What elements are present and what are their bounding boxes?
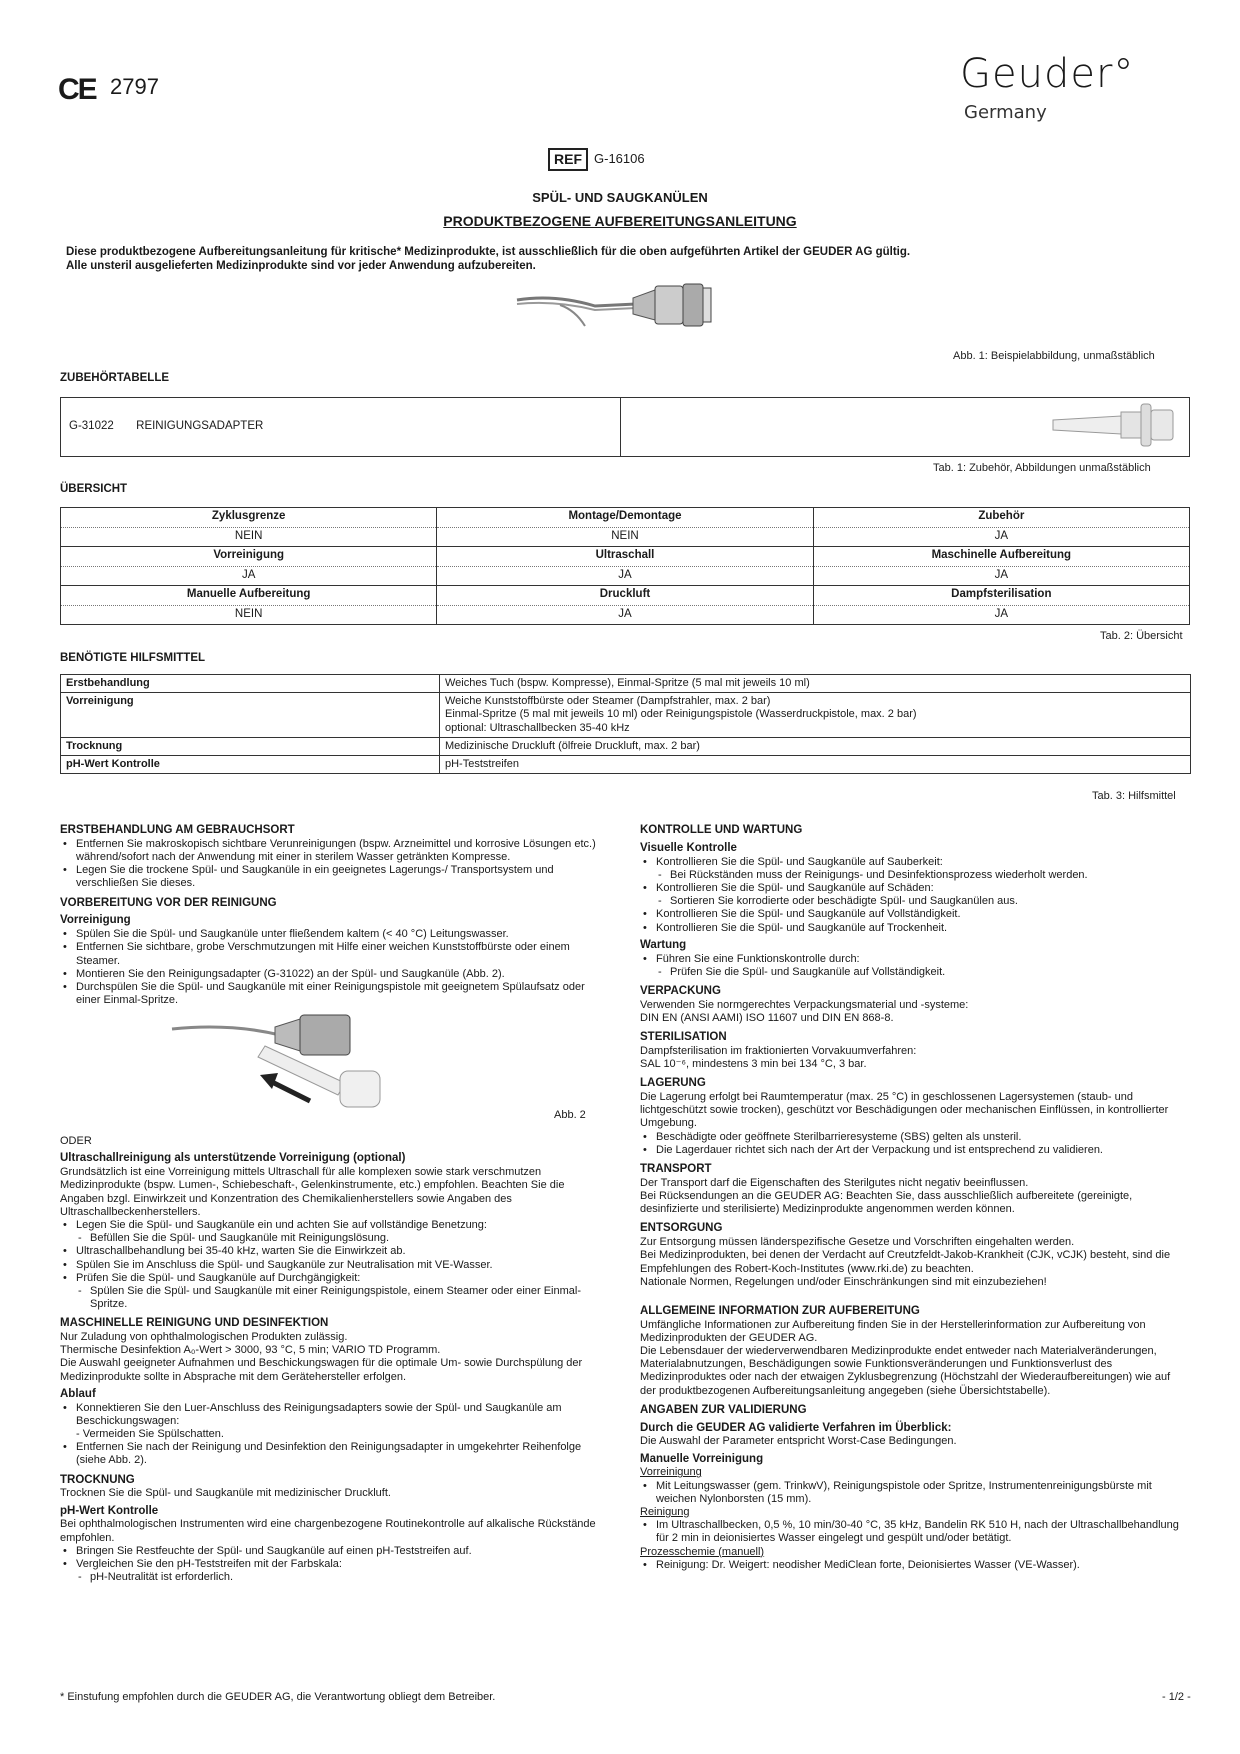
- right-column: [640, 818, 1185, 1572]
- underlined-label: Prozesschemie (manuell): [640, 1545, 765, 1558]
- left-column: [60, 818, 610, 1584]
- cannula-illustration: [515, 280, 725, 340]
- aid-value: Weiches Tuch (bspw. Kompresse), Einmal-Spritze (5 mal mit jeweils 10 ml): [440, 675, 1191, 693]
- list-subitem: - Prüfen Sie die Spül- und Saugkanüle auf Vollständigkeit.: [640, 966, 1185, 979]
- list-item: • Beschädigte oder geöffnete Sterilbarrieresysteme (SBS) gelten als unsteril.: [640, 1131, 1185, 1144]
- aids-table: [60, 674, 1191, 774]
- subsection-heading: Ablauf: [60, 1387, 96, 1400]
- paragraph: Die Auswahl der Parameter entspricht Worst-Case Bedingungen.: [640, 1435, 957, 1448]
- ref-label: REF: [548, 148, 588, 171]
- aid-key: pH-Wert Kontrolle: [61, 755, 440, 773]
- aid-key: Trocknung: [61, 737, 440, 755]
- section-heading: LAGERUNG: [640, 1077, 706, 1090]
- subsection-heading: Manuelle Vorreinigung: [640, 1452, 764, 1465]
- paragraph: DIN EN (ANSI AAMI) ISO 11607 und DIN EN 868-8.: [640, 1011, 894, 1024]
- list-item: • Legen Sie die trockene Spül- und Saugkanüle in ein geeignetes Lagerungs-/ Transportsystem und verschließen Sie dieses.: [60, 864, 610, 890]
- section-heading: ALLGEMEINE INFORMATION ZUR AUFBEREITUNG: [640, 1304, 920, 1317]
- paragraph: Bei Medizinprodukten, bei denen der Verdacht auf Creutzfeldt-Jakob-Krankheit (CJK, vCJK) besteht, sind die Empfehlungen des Robert-Koch-Institutes (www.rki.de) zu beachten.: [640, 1249, 1171, 1275]
- page-number: - 1/2 -: [1162, 1691, 1191, 1703]
- list-item: • Führen Sie eine Funktionskontrolle durch:: [640, 953, 1185, 966]
- logo-subtitle: Germany: [964, 102, 1047, 123]
- geuder-logo: Geuder°: [960, 51, 1135, 97]
- paragraph: Bei Rücksendungen an die GEUDER AG: Beachten Sie, dass ausschließlich aufbereitete (gereinigte, desinfizierte und sterilisierte) Medizinprodukte angenommen werden können.: [640, 1189, 1133, 1216]
- accessory-cell: [61, 398, 621, 457]
- overview-label: Dampfsterilisation: [813, 586, 1189, 606]
- tab2-caption: Tab. 2: Übersicht: [1100, 630, 1183, 642]
- paragraph: Der Transport darf die Eigenschaften des Sterilgutes nicht negativ beeinflussen.: [640, 1176, 1029, 1189]
- aids-heading: BENÖTIGTE HILFSMITTEL: [60, 652, 206, 664]
- paragraph: Zur Entsorgung müssen länderspezifische Gesetze und Vorschriften eingehalten werden.: [640, 1236, 1075, 1249]
- aid-value: pH-Teststreifen: [440, 755, 1191, 773]
- accessories-table: [60, 397, 1190, 457]
- overview-value: JA: [813, 605, 1189, 625]
- overview-label: Druckluft: [437, 586, 813, 606]
- paragraph: Grundsätzlich ist eine Vorreinigung mittels Ultraschall für alle komplexen sowie stark verschmutzen Medizinprodukte (bspw. Lumen-, Schiebeschaft-, Gelenkinstrumente, etc.) empfohlen. Beachten Sie die Angaben bzgl. Einwirkzeit und Konzentration des Chemikalienherstellers sowie Angaben des Ultraschallbeckenherstellers.: [60, 1166, 565, 1218]
- list-item: • Legen Sie die Spül- und Saugkanüle ein und achten Sie auf vollständige Benetzung:: [60, 1219, 610, 1232]
- overview-label: Zubehör: [813, 508, 1189, 528]
- adapter-assembly-illustration: [170, 1011, 470, 1121]
- overview-value: NEIN: [61, 527, 437, 547]
- list-subitem: - pH-Neutralität ist erforderlich.: [60, 1571, 610, 1584]
- overview-value: JA: [61, 566, 437, 586]
- list-item: • Kontrollieren Sie die Spül- und Saugkanüle auf Vollständigkeit.: [640, 908, 1185, 921]
- section-heading: TROCKNUNG: [60, 1473, 135, 1486]
- list-item: • Durchspülen Sie die Spül- und Saugkanüle mit einer Reinigungspistole mit geeignetem Spülaufsatz oder einer Einmal-Spritze.: [60, 981, 610, 1007]
- intro-line-1: Diese produktbezogene Aufbereitungsanleitung für kritische* Medizinprodukte, ist ausschließlich für die oben aufgeführten Artikel der GEUDER AG gültig.: [66, 246, 911, 258]
- tab3-caption: Tab. 3: Hilfsmittel: [1092, 790, 1176, 802]
- subsection-heading: Visuelle Kontrolle: [640, 841, 737, 854]
- list-item: • Kontrollieren Sie die Spül- und Saugkanüle auf Trockenheit.: [640, 922, 1185, 935]
- fig2-area: [60, 1007, 610, 1129]
- aid-value-line: Einmal-Spritze (5 mal mit jeweils 10 ml) oder Reinigungspistole (Wasserdruckpistole, max. 2 bar): [445, 708, 917, 721]
- underlined-label: Reinigung: [640, 1505, 690, 1518]
- subsection-heading: Vorreinigung: [60, 914, 131, 927]
- paragraph: Dampfsterilisation im fraktionierten Vorvakuumverfahren:: [640, 1044, 917, 1057]
- aid-value-line: optional: Ultraschallbecken 35-40 kHz: [445, 721, 630, 734]
- aid-value-multi: [440, 693, 1191, 738]
- ce-number: 2797: [110, 74, 159, 99]
- list-subitem: - Befüllen Sie die Spül- und Saugkanüle mit Reinigungslösung.: [60, 1232, 610, 1245]
- footnote: * Einstufung empfohlen durch die GEUDER AG, die Verantwortung obliegt dem Betreiber.: [60, 1691, 496, 1703]
- subsection-heading: Wartung: [640, 938, 687, 951]
- section-heading: ENTSORGUNG: [640, 1222, 723, 1235]
- aid-key: Vorreinigung: [61, 693, 440, 738]
- paragraph: SAL 10⁻⁶, mindestens 3 min bei 134 °C, 3 bar.: [640, 1058, 867, 1071]
- subsection-heading: Durch die GEUDER AG validierte Verfahren im Überblick:: [640, 1421, 952, 1434]
- fig1-caption: Abb. 1: Beispielabbildung, unmaßstäblich: [953, 350, 1155, 362]
- list-item: • Mit Leitungswasser (gem. TrinkwV), Reinigungspistole oder Spritze, Instrumentenreinigungsbürste mit weichen Nylonborsten (15 mm).: [640, 1480, 1185, 1506]
- overview-value: JA: [437, 566, 813, 586]
- aid-key: Erstbehandlung: [61, 675, 440, 693]
- list-item: • Kontrollieren Sie die Spül- und Saugkanüle auf Schäden:: [640, 882, 1185, 895]
- overview-label: Maschinelle Aufbereitung: [813, 547, 1189, 567]
- list-item: • Kontrollieren Sie die Spül- und Saugkanüle auf Sauberkeit:: [640, 856, 1185, 869]
- paragraph: Verwenden Sie normgerechtes Verpackungsmaterial und -systeme:: [640, 998, 969, 1011]
- oder-label: ODER: [60, 1135, 92, 1148]
- document-title: SPÜL- UND SAUGKANÜLEN: [532, 190, 708, 205]
- section-heading: TRANSPORT: [640, 1162, 712, 1175]
- list-subitem: - Vermeiden Sie Spülschatten.: [76, 1428, 224, 1441]
- section-heading: ERSTBEHANDLUNG AM GEBRAUCHSORT: [60, 824, 295, 836]
- accessory-image-cell: [621, 398, 1190, 457]
- section-heading: ANGABEN ZUR VALIDIERUNG: [640, 1403, 807, 1416]
- paragraph: Die Auswahl geeigneter Aufnahmen und Beschickungswagen für die optimale Um- sowie Durchspülung der Medizinprodukte sollte in Absprache mit dem Gerätehersteller erfolgen.: [60, 1357, 583, 1383]
- accessory-code: G-31022: [69, 420, 114, 433]
- overview-value: JA: [813, 566, 1189, 586]
- list-item: • Reinigung: Dr. Weigert: neodisher MediClean forte, Deionisiertes Wasser (VE-Wasser).: [640, 1559, 1185, 1572]
- list-item: • Entfernen Sie nach der Reinigung und Desinfektion den Reinigungsadapter in umgekehrter Reihenfolge (siehe Abb. 2).: [60, 1441, 610, 1467]
- overview-label: Manuelle Aufbereitung: [61, 586, 437, 606]
- paragraph: Die Lagerung erfolgt bei Raumtemperatur (max. 25 °C) in geschlossenen Lagersystemen (staub- und lichtgeschützt sowie trocken), geschützt vor Beschädigungen oder mechanischen Einflüssen, in kontrollierter Umgebung.: [640, 1091, 1169, 1130]
- list-item: • Ultraschallbehandlung bei 35-40 kHz, warten Sie die Einwirkzeit ab.: [60, 1245, 610, 1258]
- accessories-heading: ZUBEHÖRTABELLE: [60, 372, 170, 384]
- overview-heading: ÜBERSICHT: [60, 483, 128, 495]
- paragraph: Nur Zuladung von ophthalmologischen Produkten zulässig.: [60, 1331, 348, 1344]
- section-heading: VORBEREITUNG VOR DER REINIGUNG: [60, 896, 277, 909]
- list-item: • Spülen Sie die Spül- und Saugkanüle unter fließendem kaltem (< 40 °C) Leitungswasser.: [60, 928, 610, 941]
- overview-label: Ultraschall: [437, 547, 813, 567]
- paragraph: Nationale Normen, Regelungen und/oder Einschränkungen sind mit einzubeziehen!: [640, 1275, 1047, 1288]
- aid-value: Medizinische Druckluft (ölfreie Druckluft, max. 2 bar): [440, 737, 1191, 755]
- ref-value: G-16106: [594, 151, 645, 166]
- underlined-label: Vorreinigung: [640, 1466, 702, 1479]
- paragraph: Trocknen Sie die Spül- und Saugkanüle mit medizinischer Druckluft.: [60, 1487, 391, 1500]
- section-heading: STERILISATION: [640, 1031, 727, 1044]
- list-item: • Bringen Sie Restfeuchte der Spül- und Saugkanüle auf einen pH-Teststreifen auf.: [60, 1545, 610, 1558]
- paragraph: Umfängliche Informationen zur Aufbereitung finden Sie in der Herstellerinformation zur Aufbereitung von Medizinprodukten der GEUDER AG.: [640, 1318, 1146, 1344]
- list-item: • Konnektieren Sie den Luer-Anschluss des Reinigungsadapters sowie der Spül- und Saugkanüle am Beschickungswagen:: [60, 1402, 610, 1428]
- list-subitem: - Sortieren Sie korrodierte oder beschädigte Spül- und Saugkanülen aus.: [640, 895, 1185, 908]
- list-item: • Prüfen Sie die Spül- und Saugkanüle auf Durchgängigkeit:: [60, 1272, 610, 1285]
- overview-value: JA: [437, 605, 813, 625]
- paragraph: Die Lebensdauer der wiederverwendbaren Medizinprodukte endet entweder nach Materialveränderungen, Materialabnutzungen, Beschädigungen sowie Funktionsveränderungen und Funktionsverlust des Medizinproduktes oder nach der etwaigen Zyklusbegrenzung (Höchstzahl der Wiederaufbereitungen) wie auf der produktbezogenen Aufbereitungsanleitung angegeben (siehe Übersichtstabelle).: [640, 1345, 1171, 1397]
- intro-text: [66, 246, 1166, 274]
- list-item: • Spülen Sie im Anschluss die Spül- und Saugkanüle zur Neutralisation mit VE-Wasser.: [60, 1259, 610, 1272]
- overview-table: [60, 507, 1190, 625]
- section-heading: KONTROLLE UND WARTUNG: [640, 824, 803, 836]
- list-subitem: - Bei Rückständen muss der Reinigungs- und Desinfektionsprozess wiederholt werden.: [640, 869, 1185, 882]
- aid-value-line: Weiche Kunststoffbürste oder Steamer (Dampfstrahler, max. 2 bar): [445, 695, 771, 708]
- subsection-heading: pH-Wert Kontrolle: [60, 1504, 159, 1517]
- ce-mark: CE: [58, 73, 96, 106]
- list-item: • Entfernen Sie sichtbare, grobe Verschmutzungen mit Hilfe einer weichen Kunststoffbürste oder einem Steamer.: [60, 941, 610, 967]
- adapter-illustration: [1051, 402, 1181, 448]
- paragraph: Thermische Desinfektion A₀-Wert > 3000, 93 °C, 5 min; VARIO TD Programm.: [60, 1344, 441, 1357]
- overview-label: Vorreinigung: [61, 547, 437, 567]
- subsection-heading: Ultraschallreinigung als unterstützende Vorreinigung (optional): [60, 1152, 406, 1165]
- document-subtitle: PRODUKTBEZOGENE AUFBEREITUNGSANLEITUNG: [443, 213, 797, 229]
- paragraph: Bei ophthalmologischen Instrumenten wird eine chargenbezogene Routinekontrolle auf alkalische Rückstände empfohlen.: [60, 1518, 596, 1544]
- section-heading: VERPACKUNG: [640, 984, 721, 997]
- list-item: • Im Ultraschallbecken, 0,5 %, 10 min/30-40 °C, 35 kHz, Bandelin RK 510 H, nach der Ultraschallbehandlung für 2 min in deionisiertes Wasser eingelegt und gespült und/oder betätigt.: [640, 1519, 1185, 1545]
- overview-value: JA: [813, 527, 1189, 547]
- overview-value: NEIN: [437, 527, 813, 547]
- list-item: • Entfernen Sie makroskopisch sichtbare Verunreinigungen (bspw. Arzneimittel und korrosive Lösungen etc.) während/sofort nach der Anwendung mit einer in sterilem Wasser getränkten Kompresse.: [60, 838, 610, 864]
- tab1-caption: Tab. 1: Zubehör, Abbildungen unmaßstäblich: [933, 462, 1151, 474]
- overview-value: NEIN: [61, 605, 437, 625]
- accessory-name: REINIGUNGSADAPTER: [136, 420, 264, 433]
- section-heading: MASCHINELLE REINIGUNG UND DESINFEKTION: [60, 1317, 329, 1330]
- list-item: • Montieren Sie den Reinigungsadapter (G-31022) an der Spül- und Saugkanüle (Abb. 2).: [60, 968, 610, 981]
- list-item: • Vergleichen Sie den pH-Teststreifen mit der Farbskala:: [60, 1558, 610, 1571]
- intro-line-2: Alle unsteril ausgelieferten Medizinprodukte sind vor jeder Anwendung aufzubereiten.: [66, 259, 536, 272]
- list-item: • Die Lagerdauer richtet sich nach der Art der Verpackung und ist entsprechend zu validieren.: [640, 1144, 1185, 1157]
- fig2-caption: Abb. 2: [554, 1109, 586, 1122]
- list-subitem: - Spülen Sie die Spül- und Saugkanüle mit einer Reinigungspistole, einem Steamer oder einer Einmal-Spritze.: [60, 1285, 610, 1311]
- overview-label: Montage/Demontage: [437, 508, 813, 528]
- overview-label: Zyklusgrenze: [61, 508, 437, 528]
